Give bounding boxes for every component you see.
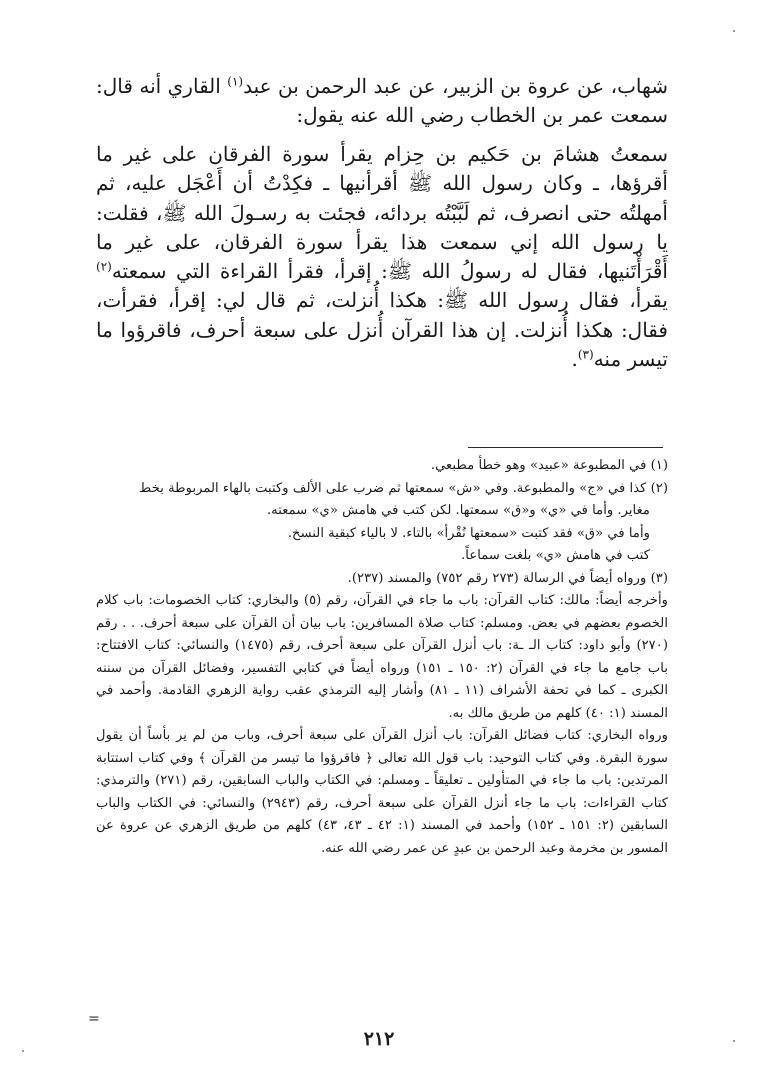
footnote-divider: [468, 447, 663, 448]
footnote-ref-3: (٣): [577, 347, 594, 362]
scan-speck: [733, 30, 735, 32]
hadith-main-text: [96, 72, 668, 374]
footnote-2-line-4: كتب في هامش «ي» بلغت سماعاً.: [461, 548, 650, 563]
footnote-2-line-2: مغاير. وأما في «ي» و«ق» سمعتها. لكن كتب في هامش «ي» سمعته.: [266, 503, 650, 518]
footnotes-section: [96, 455, 668, 860]
matn-text-part1: سمعتُ هشامَ بن حَكيم بن حِزام يقرأ سورة الفرقان على غير ما أقرؤها، ـ وكان رسول الله ﷺ أقرأنيها ـ فكِدْتُ أن أَعْجَل عليه، ثم أمهلتُه حتى انصرف، ثم لَبَّبْتُه بردائه، فجئت به رسـولَ الله ﷺ، فقلت: يا رسول الله إني سمعت هذا يقرأ سورة الفرقان، على غير ما أَقْرَأْتَنيها، فقال له رسولُ الله ﷺ: إقرأ، فقرأ القراءة التي سمعته: [96, 142, 668, 284]
matn-text-end: .: [571, 347, 578, 372]
footnote-3-paragraph-3: ورواه البخاري: كتاب فضائل القرآن: باب أنزل القرآن على سبعة أحرف، وباب من لم ير بأساً أن يقول سورة البقرة. وفي كتاب التوحيد: باب قول الله تعالى ﴿ فاقرؤوا ما تيسر من القرآن ﴾ وفي كتاب استتابة المرتدين: باب ما جاء في المتأولين ـ تعليقاً ـ ومسلم: في الكتاب والباب السابقين، رقم (٢٧١) والترمذي: كتاب القراءات: باب ما جاء أنزل القرآن على سبعة أحرف، رقم (٢٩٤٣) والنسائي: في الكتاب والباب السابقين (٢: ١٥١ ـ ١٥٢) وأحمد في المسند (١: ٤٢ ـ ٤٣، ٤٣) كلهم من طريق الزهري عن عروة عن المسور بن مخرمة وعبد الرحمن بن عبدٍ عن عمر رضي الله عنه.: [96, 728, 669, 856]
matn-text-part2: يقرأ، فقال رسول الله ﷺ: هكذا أُنزلت، ثم قال لي: إقرأ، فقرأت، فقال: هكذا أُنزلت. إن هذا القرآن أُنزل على سبعة أحرف، فاقرؤوا ما تيسر منه: [96, 288, 668, 372]
scan-speck: [733, 1040, 735, 1042]
footnote-1: (١) في المطبوعة «عبيد» وهو خطأ مطبعي.: [430, 458, 668, 473]
isnad-text: شهاب، عن عروة بن الزبير، عن عبد الرحمن بن عبد: [243, 74, 669, 98]
isnad-paragraph: [96, 72, 668, 130]
footnote-3-line-1: (٣) ورواه أيضاً في الرسالة (٢٧٣ رقم ٧٥٢) والمسند (٢٣٧).: [347, 570, 668, 586]
isnad-text-rest: القاري أنه قال: سمعت عمر بن الخطاب رضي الله عنه يقول:: [96, 74, 668, 127]
footnote-2-line-1: (٢) كذا في «ج» والمطبوعة. وفي «ش» سمعتها ثم ضرب على الألف وكتبت بالهاء المربوطة بخط: [139, 480, 668, 496]
page-number: ٢١٢: [363, 1028, 395, 1050]
scan-speck: [22, 1050, 24, 1052]
footnote-2-line-3: وأما في «ق» فقد كتبت «سمعتها نُقْرأ» بالتاء. لا بالياء كبقية النسخ.: [287, 525, 650, 541]
footnote-ref-1: (١): [227, 74, 244, 89]
footnote-3-paragraph-2: وأخرجه أيضاً: مالك: كتاب القرآن: باب ما جاء في القرآن، رقم (٥) والبخاري: كتاب الخصومات: باب كلام الخصوم بعضهم في بعض. ومسلم: كتاب صلاة المسافرين: باب بيان أن القرآن على سبعة أحرف. . . رقم (٢٧٠) وأبو داود: كتاب الـ ـة: باب أنزل القرآن على سبعة أحرف، رقم (١٤٧٥) والنسائي: كتاب الافتتاح: باب جامع ما جاء في القرآن (٢: ١٥٠ ـ ١٥١) ورواه أيضاً في كتابي التفسير، وفضائل القرآن من سننه الكبرى ـ كما في تحفة الأشراف (١١ ـ ٨١) وأشار إليه الترمذي عقب رواية الزهري القادمة. وأحمد في المسند (١: ٤٠) كلهم من طريق مالك به.: [96, 593, 668, 721]
footnote-ref-2: (٢): [96, 259, 112, 274]
continuation-mark: =: [88, 1011, 100, 1027]
hadith-matn-paragraph: [96, 140, 668, 374]
